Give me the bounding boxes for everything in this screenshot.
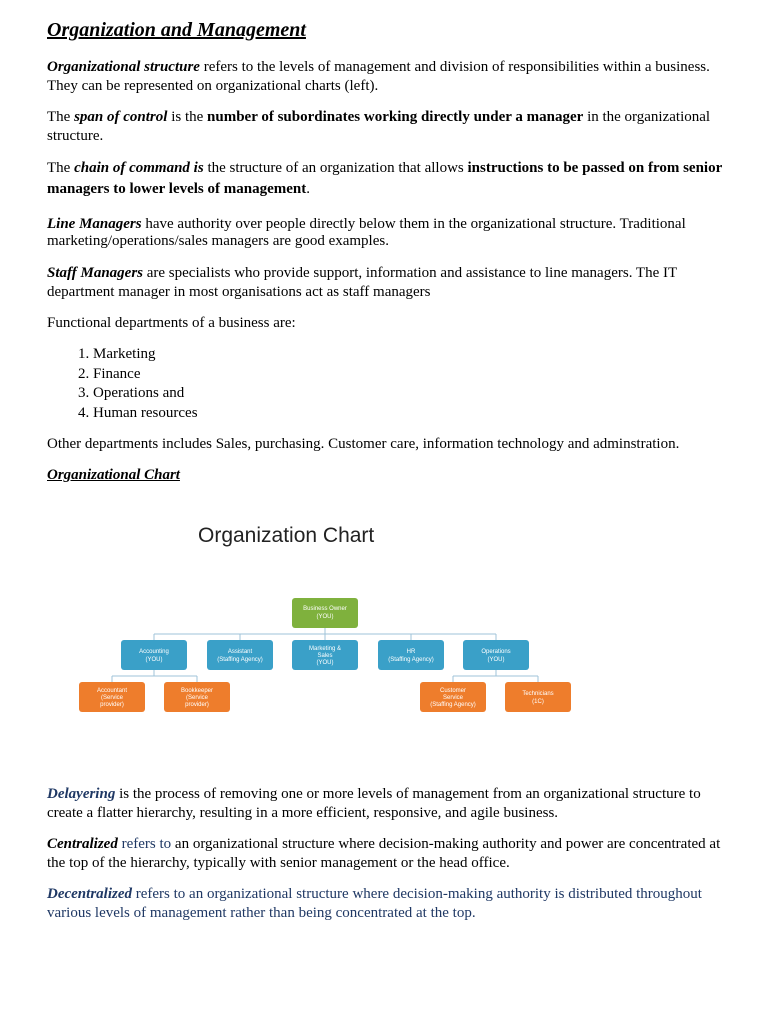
box-label: Business Owner xyxy=(303,606,347,612)
box-label: Assistant xyxy=(227,649,253,655)
org-box-marketing-sales xyxy=(292,640,358,670)
org-box-accounting xyxy=(121,640,187,670)
text-fragment: The xyxy=(47,109,75,125)
term-centralized: Centralized xyxy=(47,836,118,852)
page-title: Organization and Management xyxy=(47,19,306,41)
text-fragment: . xyxy=(306,181,310,197)
functional-intro: Functional departments of a business are: xyxy=(47,315,296,331)
org-box-hr xyxy=(378,640,444,670)
box-label: provider) xyxy=(185,702,209,708)
term-span-of-control: span of control xyxy=(74,109,168,125)
org-box-operations xyxy=(463,640,529,670)
paragraph-organizational-structure xyxy=(47,58,737,96)
box-label: Service xyxy=(442,695,464,701)
box-label: (YOU) xyxy=(145,657,163,663)
bold-definition: instructions to be passed on from senior managers to lower levels of management xyxy=(47,160,722,197)
list-item: 1. Marketing xyxy=(93,345,737,365)
organization-chart xyxy=(47,500,592,738)
paragraph-centralized xyxy=(47,835,737,873)
list-item: 3. Operations and xyxy=(93,384,737,404)
org-box-technicians xyxy=(505,682,571,712)
box-label: HR xyxy=(406,649,416,655)
document-body xyxy=(47,18,737,485)
box-label: (1C) xyxy=(532,699,544,705)
box-label: Bookkeeper xyxy=(180,688,214,694)
definition-text: is the process of removing one or more levels of management from an organizational structure to create a flatter hierarchy, resulting in a more efficient, responsive, and agile business. xyxy=(47,786,701,821)
box-label: (Service xyxy=(185,695,209,701)
lower-definitions xyxy=(47,785,737,935)
term-organizational-structure: Organizational structure xyxy=(47,59,200,75)
text-fragment: The xyxy=(47,160,75,176)
text-fragment: in the organizational structure. xyxy=(47,109,711,144)
box-label: (YOU) xyxy=(316,614,334,620)
term-decentralized: Decentralized xyxy=(47,886,132,902)
paragraph-delayering xyxy=(47,785,737,823)
box-label: provider) xyxy=(100,702,124,708)
term-line-managers: Line Managers xyxy=(47,216,142,232)
other-departments: Other departments includes Sales, purchasing. Customer care, information technology and adminstration. xyxy=(47,436,680,452)
org-box-assistant xyxy=(207,640,273,670)
definition-text: an organizational structure where decision-making authority and power are concentrated at the top of the hierarchy, typically with senior management or the head office. xyxy=(47,836,721,871)
organization-chart-image xyxy=(47,500,592,738)
text-fragment: refers to xyxy=(117,836,172,852)
box-label: Accountant xyxy=(96,688,128,694)
text-fragment: is the xyxy=(167,109,208,125)
org-box-business-owner xyxy=(292,598,358,628)
paragraph-line-managers xyxy=(47,216,737,250)
box-label: (Service xyxy=(100,695,124,701)
box-label: Marketing & xyxy=(308,646,342,652)
paragraph-staff-managers xyxy=(47,264,737,302)
list-item: 2. Finance xyxy=(93,365,737,385)
paragraph-span-of-control xyxy=(47,108,737,146)
box-label: Sales xyxy=(317,653,333,659)
box-label: (YOU) xyxy=(316,660,334,666)
chart-heading: Organizational Chart xyxy=(47,467,180,483)
definition-text: have authority over people directly below them in the organizational structure. Traditional marketing/operations/sales managers are good examples. xyxy=(47,216,686,249)
box-label: Accounting xyxy=(139,649,169,655)
departments-list xyxy=(47,345,737,423)
term-delayering: Delayering xyxy=(47,786,116,802)
org-box-customer-service xyxy=(420,682,486,712)
definition-text: refers to the levels of management and division of responsibilities within a business. They can be represented on organizational charts (left). xyxy=(47,59,710,94)
paragraph-decentralized xyxy=(47,885,737,923)
box-label: (Staffing Agency) xyxy=(217,657,263,663)
box-label: (Staffing Agency) xyxy=(388,657,434,663)
list-item: 4. Human resources xyxy=(93,404,737,424)
text-fragment: the structure of an organization that allows xyxy=(203,160,468,176)
box-label: Technicians xyxy=(522,691,554,697)
term-chain-of-command: chain of command is xyxy=(74,160,204,176)
box-label: (YOU) xyxy=(487,657,505,663)
paragraph-chain-of-command xyxy=(47,158,737,200)
term-staff-managers: Staff Managers xyxy=(47,265,143,281)
definition-text: refers to an organizational structure where decision-making authority is distributed throughout various levels of management rather than being concentrated at the top. xyxy=(47,886,702,921)
org-box-accountant xyxy=(79,682,145,712)
bold-definition: number of subordinates working directly under a manager xyxy=(207,109,584,125)
box-label: Customer xyxy=(439,688,467,694)
box-label: (Staffing Agency) xyxy=(430,702,476,708)
box-label: Operations xyxy=(481,649,511,655)
definition-text: are specialists who provide support, information and assistance to line managers. The IT department manager in most organisations act as staff managers xyxy=(47,265,677,300)
chart-title: Organization Chart xyxy=(198,524,375,547)
org-box-bookkeeper xyxy=(164,682,230,712)
